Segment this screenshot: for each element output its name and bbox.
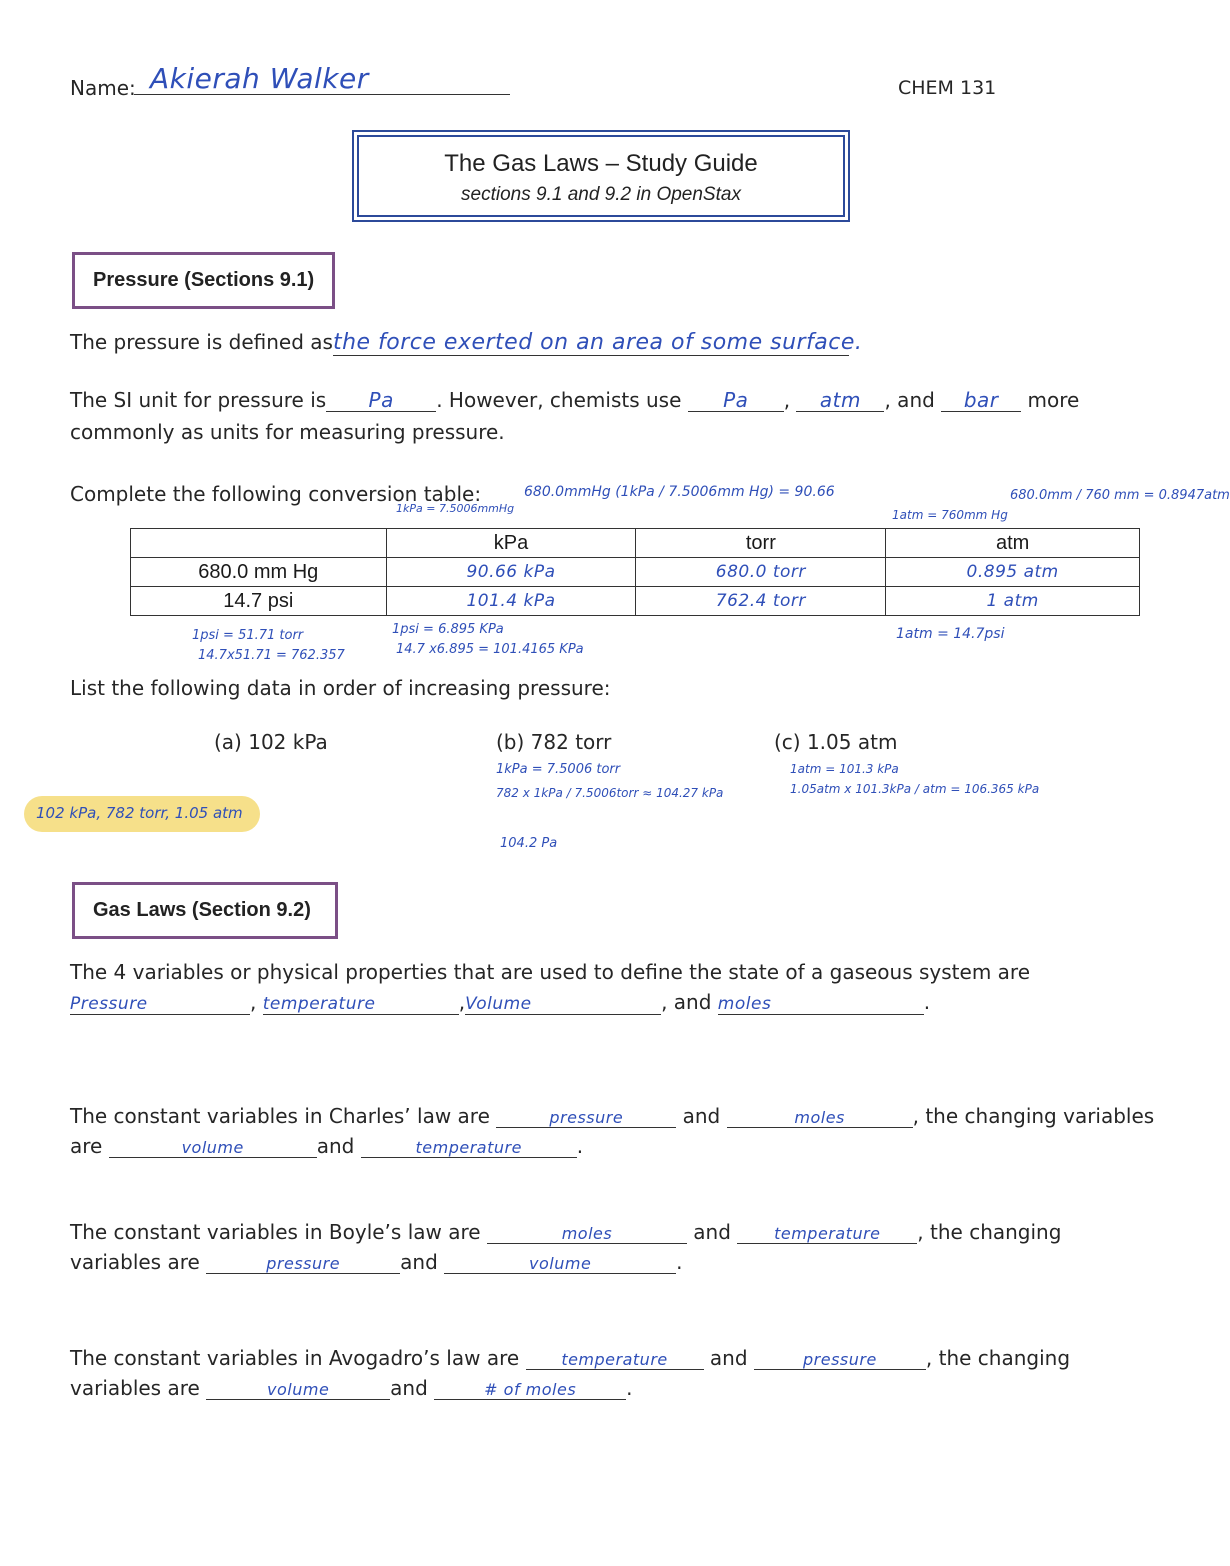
note-atm-mmhg: 1atm = 760mm Hg <box>892 508 1008 522</box>
boyle-prompt: The constant variables in Boyle’s law are <box>70 1220 481 1244</box>
si-answer: Pa <box>368 388 394 412</box>
boyle-const-1: moles <box>561 1224 613 1243</box>
note-kpa-mmhg: 1kPa = 7.5006mmHg <box>396 502 515 515</box>
variables-line <box>70 990 930 1015</box>
boyle-change-blank-2[interactable] <box>444 1251 676 1274</box>
avogadro-line-1 <box>70 1346 1070 1370</box>
avogadro-change-blank-2[interactable] <box>434 1377 626 1400</box>
table-row <box>131 558 1140 587</box>
table-header-cell: torr <box>636 529 886 558</box>
are-word: are <box>70 1134 103 1158</box>
avogadro-const-blank-1[interactable] <box>526 1347 704 1370</box>
avogadro-line-2 <box>70 1376 633 1400</box>
row-label: 14.7 psi <box>131 587 387 616</box>
c-work-2: 1.05atm x 101.3kPa / atm = 106.365 kPa <box>790 782 1040 796</box>
order-prompt: List the following data in order of increasing pressure: <box>70 676 611 700</box>
avogadro-change-2: # of moles <box>484 1380 577 1399</box>
and-word: , and <box>884 388 935 412</box>
period: . <box>626 1376 633 1400</box>
note-calc-kpa: 680.0mmHg (1kPa / 7.5006mm Hg) = 90.66 <box>524 484 835 500</box>
and-word: and <box>709 1346 748 1370</box>
avogadro-const-1: temperature <box>561 1350 668 1369</box>
note-psi-kpa: 1psi = 6.895 KPa <box>392 622 504 637</box>
changing-short: , the changing <box>925 1346 1071 1370</box>
variables-prompt: The 4 variables or physical properties that are used to define the state of a gaseous system are <box>70 960 1030 984</box>
period: . <box>923 990 931 1014</box>
charles-change-2: temperature <box>415 1138 522 1157</box>
chemists-prompt: . However, chemists use <box>436 388 682 412</box>
note-psi-kpa-calc: 14.7 x6.895 = 101.4165 KPa <box>396 642 584 657</box>
item-a: (a) 102 kPa <box>214 730 328 754</box>
more-word: more <box>1027 388 1080 412</box>
charles-line-2 <box>70 1134 583 1158</box>
table-cell-input[interactable]: 101.4 kPa <box>386 587 636 616</box>
charles-change-blank-1[interactable] <box>109 1135 317 1158</box>
table-cell-input[interactable]: 90.66 kPa <box>386 558 636 587</box>
avogadro-const-2: pressure <box>802 1350 877 1369</box>
pressure-definition <box>70 330 863 356</box>
variable-answer-3: Volume <box>465 994 532 1014</box>
boyle-line-1 <box>70 1220 1061 1244</box>
variable-answer-2: temperature <box>262 994 376 1014</box>
changing-suffix: , the changing variables <box>912 1104 1155 1128</box>
table-header-cell: atm <box>886 529 1140 558</box>
table-header-cell <box>131 529 387 558</box>
table-cell-input[interactable]: 1 atm <box>886 587 1140 616</box>
table-header-cell: kPa <box>386 529 636 558</box>
and-word: and <box>682 1104 721 1128</box>
comma: , <box>783 388 791 412</box>
c-work-1: 1atm = 101.3 kPa <box>790 762 899 776</box>
conversion-table <box>130 528 1140 616</box>
boyle-change-2: volume <box>529 1254 592 1273</box>
item-b: (b) 782 torr <box>496 730 612 754</box>
chemists-blank-2[interactable] <box>796 389 884 412</box>
boyle-const-2: temperature <box>774 1224 881 1243</box>
chemists-answer-2: atm <box>819 388 862 412</box>
variable-blank-1[interactable] <box>70 991 250 1015</box>
and-word: and <box>390 1376 428 1400</box>
chemists-blank-3[interactable] <box>941 389 1021 412</box>
note-calc-atm: 680.0mm / 760 mm = 0.8947atm <box>1010 488 1230 503</box>
si-blank[interactable] <box>326 389 436 412</box>
and-word: and <box>673 990 712 1014</box>
variables-are: variables are <box>70 1250 200 1274</box>
boyle-change-blank-1[interactable] <box>206 1251 400 1274</box>
avogadro-prompt: The constant variables in Avogadro’s law are <box>70 1346 520 1370</box>
page-subtitle: sections 9.1 and 9.2 in OpenStax <box>461 184 741 205</box>
note-psi-torr-calc: 14.7x51.71 = 762.357 <box>198 648 345 663</box>
charles-change-1: volume <box>181 1138 244 1157</box>
title-box <box>352 130 850 222</box>
boyle-change-1: pressure <box>266 1254 341 1273</box>
period: . <box>676 1250 683 1274</box>
table-row <box>131 587 1140 616</box>
variable-blank-4[interactable] <box>718 991 924 1015</box>
page-title: The Gas Laws – Study Guide <box>444 150 758 177</box>
variables-are: variables are <box>70 1376 200 1400</box>
comma: , <box>250 990 257 1014</box>
si-prompt: The SI unit for pressure is <box>70 388 327 412</box>
name-label: Name: <box>70 76 136 100</box>
variable-blank-2[interactable] <box>263 991 459 1015</box>
table-header-row <box>131 529 1140 558</box>
definition-answer: the force exerted on an area of some surface. <box>332 330 863 355</box>
si-unit-line <box>70 388 1079 412</box>
charles-change-blank-2[interactable] <box>361 1135 577 1158</box>
student-name: Akierah Walker <box>150 62 369 95</box>
charles-const-2: moles <box>794 1108 845 1127</box>
avogadro-change-1: volume <box>267 1380 330 1399</box>
b-work-2: 782 x 1kPa / 7.5006torr ≈ 104.27 kPa <box>496 786 724 800</box>
charles-const-blank-1[interactable] <box>496 1105 676 1128</box>
charles-prompt: The constant variables in Charles’ law are <box>70 1104 490 1128</box>
variable-answer-4: moles <box>717 994 772 1014</box>
order-answer: 102 kPa, 782 torr, 1.05 atm <box>36 804 243 822</box>
chemists-answer-3: bar <box>963 388 999 412</box>
chemists-answer-1: Pa <box>723 388 749 412</box>
avogadro-change-blank-1[interactable] <box>206 1377 390 1400</box>
table-cell-input[interactable]: 0.895 atm <box>886 558 1140 587</box>
and-word: and <box>693 1220 731 1244</box>
definition-blank[interactable] <box>332 330 863 356</box>
and-word: and <box>400 1250 438 1274</box>
table-cell-input[interactable]: 680.0 torr <box>636 558 886 587</box>
pressure-section-heading: Pressure (Sections 9.1) <box>72 252 335 309</box>
table-prompt: Complete the following conversion table: <box>70 482 482 506</box>
si-unit-line-2: commonly as units for measuring pressure. <box>70 420 505 444</box>
and-word: and <box>316 1134 355 1158</box>
definition-prompt: The pressure is defined as <box>70 330 333 354</box>
note-psi-torr: 1psi = 51.71 torr <box>192 628 304 643</box>
gaslaws-section-heading: Gas Laws (Section 9.2) <box>72 882 338 939</box>
boyle-const-blank-2[interactable] <box>737 1221 917 1244</box>
item-c: (c) 1.05 atm <box>774 730 898 754</box>
chemists-blank-1[interactable] <box>688 389 784 412</box>
comma: , <box>458 990 466 1014</box>
row-label: 680.0 mm Hg <box>131 558 387 587</box>
boyle-line-2 <box>70 1250 683 1274</box>
table-cell-input[interactable]: 762.4 torr <box>636 587 886 616</box>
b-work-3: 104.2 Pa <box>500 836 558 851</box>
charles-const-1: pressure <box>549 1108 624 1127</box>
course-code: CHEM 131 <box>898 77 997 99</box>
charles-const-blank-2[interactable] <box>727 1105 913 1128</box>
boyle-const-blank-1[interactable] <box>487 1221 687 1244</box>
comma: , <box>661 990 668 1014</box>
changing-short: , the changing <box>917 1220 1062 1244</box>
b-work-1: 1kPa = 7.5006 torr <box>496 762 621 777</box>
period: . <box>576 1134 584 1158</box>
avogadro-const-blank-2[interactable] <box>754 1347 926 1370</box>
variable-answer-1: Pressure <box>70 994 148 1014</box>
note-atm-psi: 1atm = 14.7psi <box>896 626 1005 642</box>
charles-line-1 <box>70 1104 1154 1128</box>
variable-blank-3[interactable] <box>465 991 661 1015</box>
